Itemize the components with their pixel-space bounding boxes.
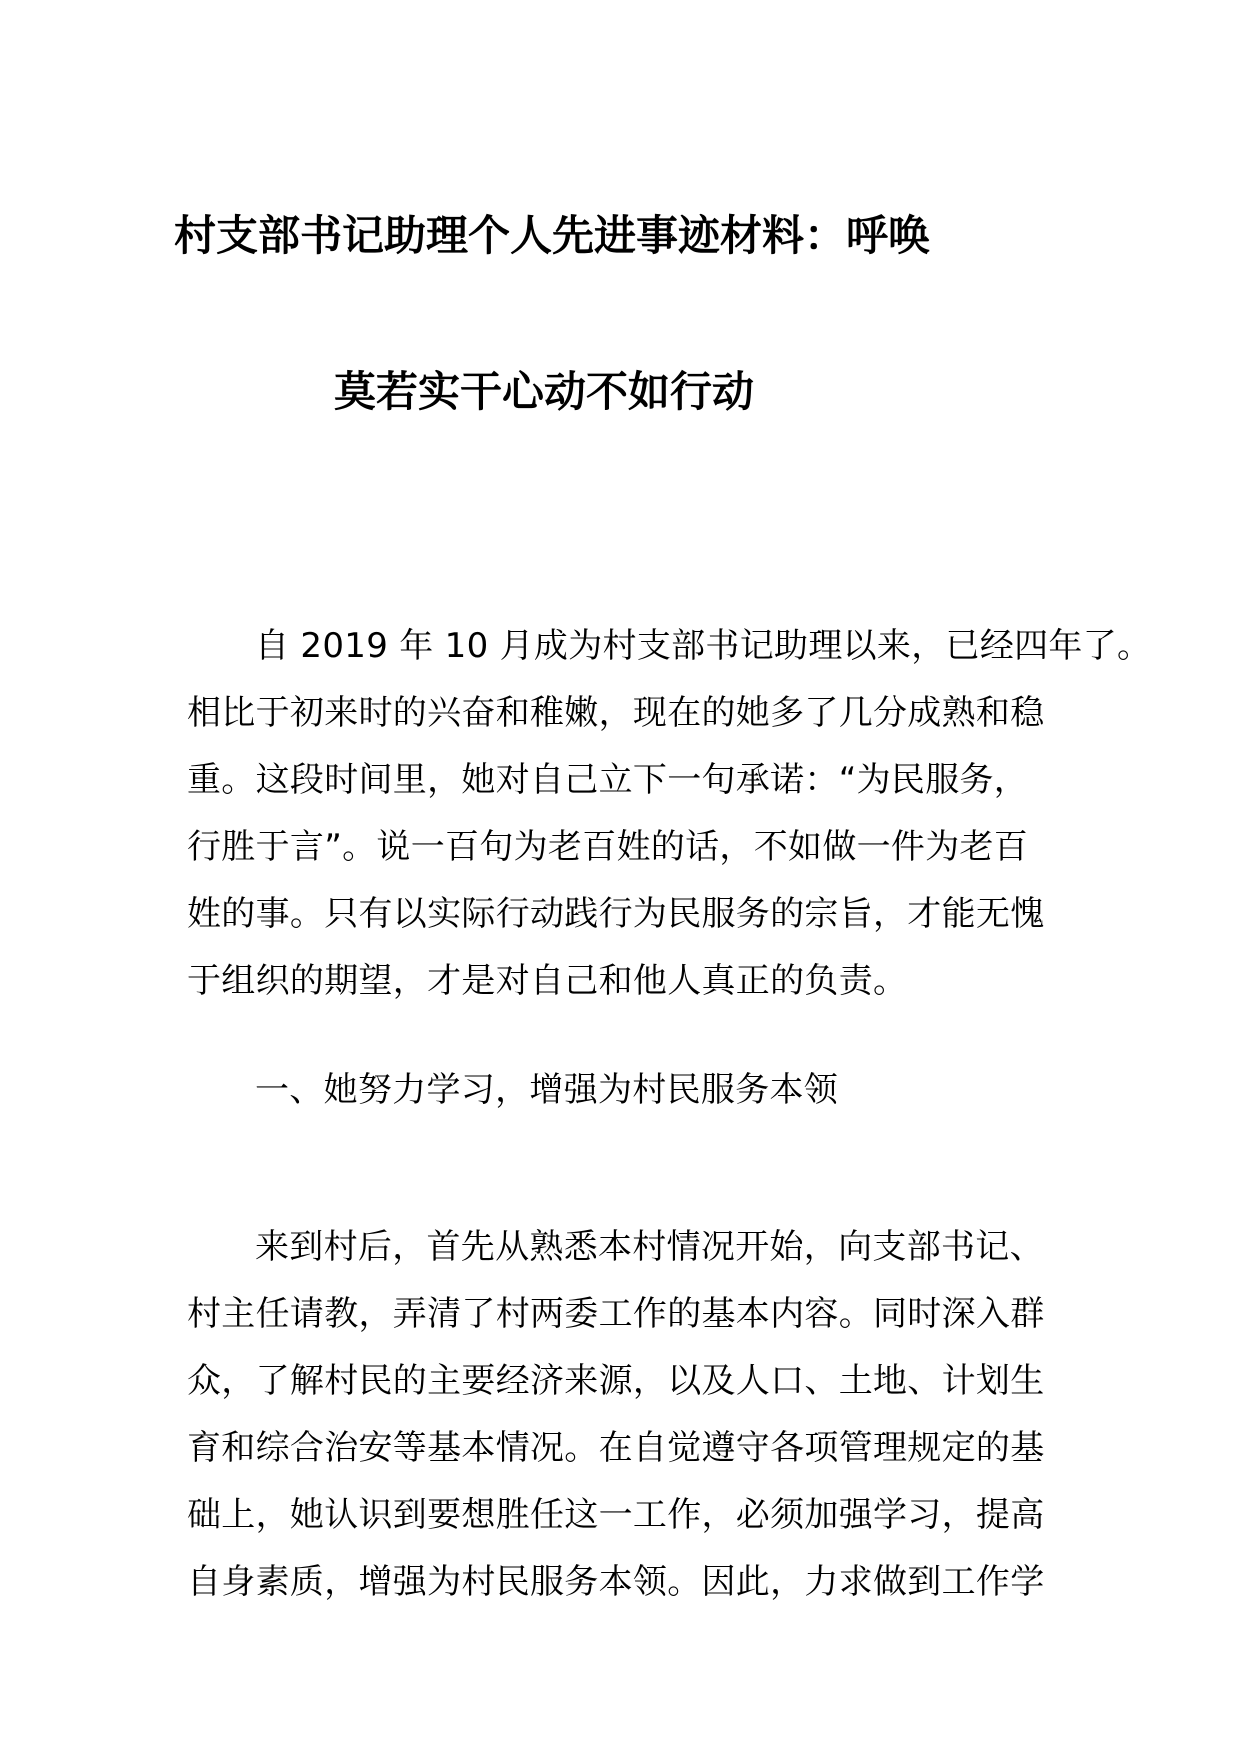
paragraph-line: 来到村后，首先从熟悉本村情况开始，向支部书记、: [255, 1227, 1044, 1267]
paragraph-line: 础上，她认识到要想胜任这一工作，必须加强学习，提高: [187, 1495, 1045, 1535]
document-title-line-1: 村支部书记助理个人先进事迹材料：呼唤: [173, 211, 930, 260]
paragraph-line: 自身素质，增强为村民服务本领。因此，力求做到工作学: [187, 1562, 1045, 1602]
paragraph-line: 育和综合治安等基本情况。在自觉遵守各项管理规定的基: [187, 1428, 1045, 1468]
paragraph-line: 行胜于言”。说一百句为老百姓的话，不如做一件为老百: [187, 827, 1029, 867]
paragraph-line: 众，了解村民的主要经济来源，以及人口、土地、计划生: [187, 1361, 1045, 1401]
paragraph-line: 重。这段时间里，她对自己立下一句承诺：“为民服务，: [187, 760, 1029, 800]
paragraph-study: [187, 1214, 1087, 1616]
paragraph-line: 自 2019 年 10 月成为村支部书记助理以来，已经四年了。: [255, 626, 1152, 666]
paragraph-line: 村主任请教，弄清了村两委工作的基本内容。同时深入群: [187, 1294, 1045, 1334]
paragraph-line: 相比于初来时的兴奋和稚嫩，现在的她多了几分成熟和稳: [187, 693, 1045, 733]
paragraph-line: 姓的事。只有以实际行动践行为民服务的宗旨，才能无愧: [187, 894, 1045, 934]
paragraph-intro: [187, 613, 1152, 1015]
section-heading-text: 一、她努力学习，增强为村民服务本领: [255, 1070, 839, 1110]
document-title-line-2: 莫若实干心动不如行动: [333, 367, 754, 416]
paragraph-line: 于组织的期望，才是对自己和他人真正的负责。: [187, 961, 908, 1001]
section-heading: [187, 1057, 1087, 1124]
